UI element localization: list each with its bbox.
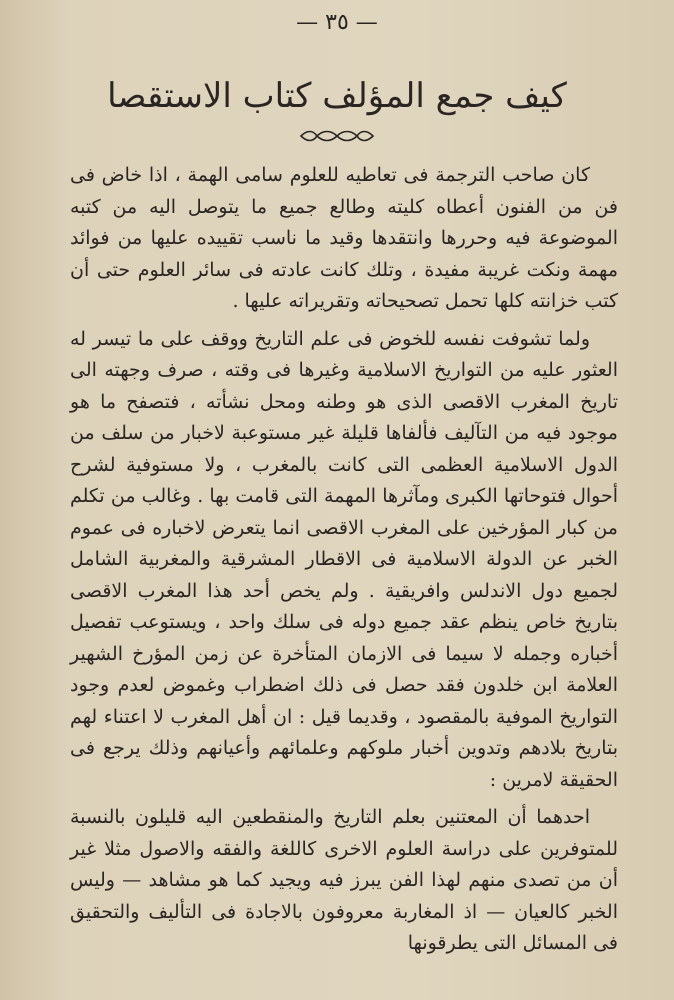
- ornament-divider-icon: [0, 128, 674, 147]
- chapter-title: كيف جمع المؤلف كتاب الاستقصا: [107, 76, 567, 116]
- page-number: — ٣٥ —: [296, 10, 378, 35]
- body-text: [70, 160, 618, 960]
- paragraph-1: كان صاحب الترجمة فى تعاطيه للعلوم سامى الهمة ، اذا خاض فى فن من الفنون أعطاه كليته وطالع جميع ما يتوصل اليه من كتبه الموضوعة فيه وحررها وانتقدها وقيد ما ناسب تقييده عليها من فوائد مهمة ونكت غريبة مفيدة ، وتلك كانت عادته فى سائر العلوم حتى أن كتب خزانته كلها تحمل تصحيحاته وتقريراته عليها .: [70, 164, 618, 312]
- paragraph-2: ولما تشوفت نفسه للخوض فى علم التاريخ ووقف على ما تيسر له العثور عليه من التواريخ الاسلامية وغيرها فى وقته ، صرف وجهته الى تاريخ المغرب الاقصى الذى هو وطنه ومحل نشأته ، فتصفح ما هو موجود فيه من التآليف فألفاها قليلة غير مستوعبة لاخبار من سلف من الدول الاسلامية العظمى التى كانت بالمغرب ، ولا مستوفية لشرح أحوال فتوحاتها الكبرى ومآثرها المهمة التى قامت بها . وغالب من تكلم من كبار المؤرخين على المغرب الاقصى انما يتعرض لاخباره فى عموم الخبر عن الدولة الاسلامية فى الاقطار المشرقية والمغربية الشامل لجميع دول الاندلس وافريقية . ولم يخص أحد هذا المغرب الاقصى بتاريخ خاص ينظم عقد جميع دوله فى سلك واحد ، ويستوعب تفصيل أخباره وجمله لا سيما فى الازمان المتأخرة عن زمن المؤرخ الشهير العلامة ابن خلدون فقد حصل فى ذلك اضطراب وغموض لعدم وجود التواريخ الموفية بالمقصود ، وقديما قيل : ان أهل المغرب لا اعتناء لهم بتاريخ بلادهم وتدوين أخبار ملوكهم وعلمائهم وأعيانهم وذلك يرجع فى الحقيقة لامرين :: [70, 327, 618, 791]
- paragraph-3: احدهما أن المعتنين بعلم التاريخ والمنقطعين اليه قليلون بالنسبة للمتوفرين على دراسة العلوم الاخرى كاللغة والفقه والاصول مثلا غير أن من تصدى منهم لهذا الفن يبرز فيه ويجيد كما هو مشاهد — وليس الخبر كالعيان — اذ المغاربة معروفون بالاجادة فى التأليف والتحقيق فى المسائل التى يطرقونها: [70, 806, 618, 954]
